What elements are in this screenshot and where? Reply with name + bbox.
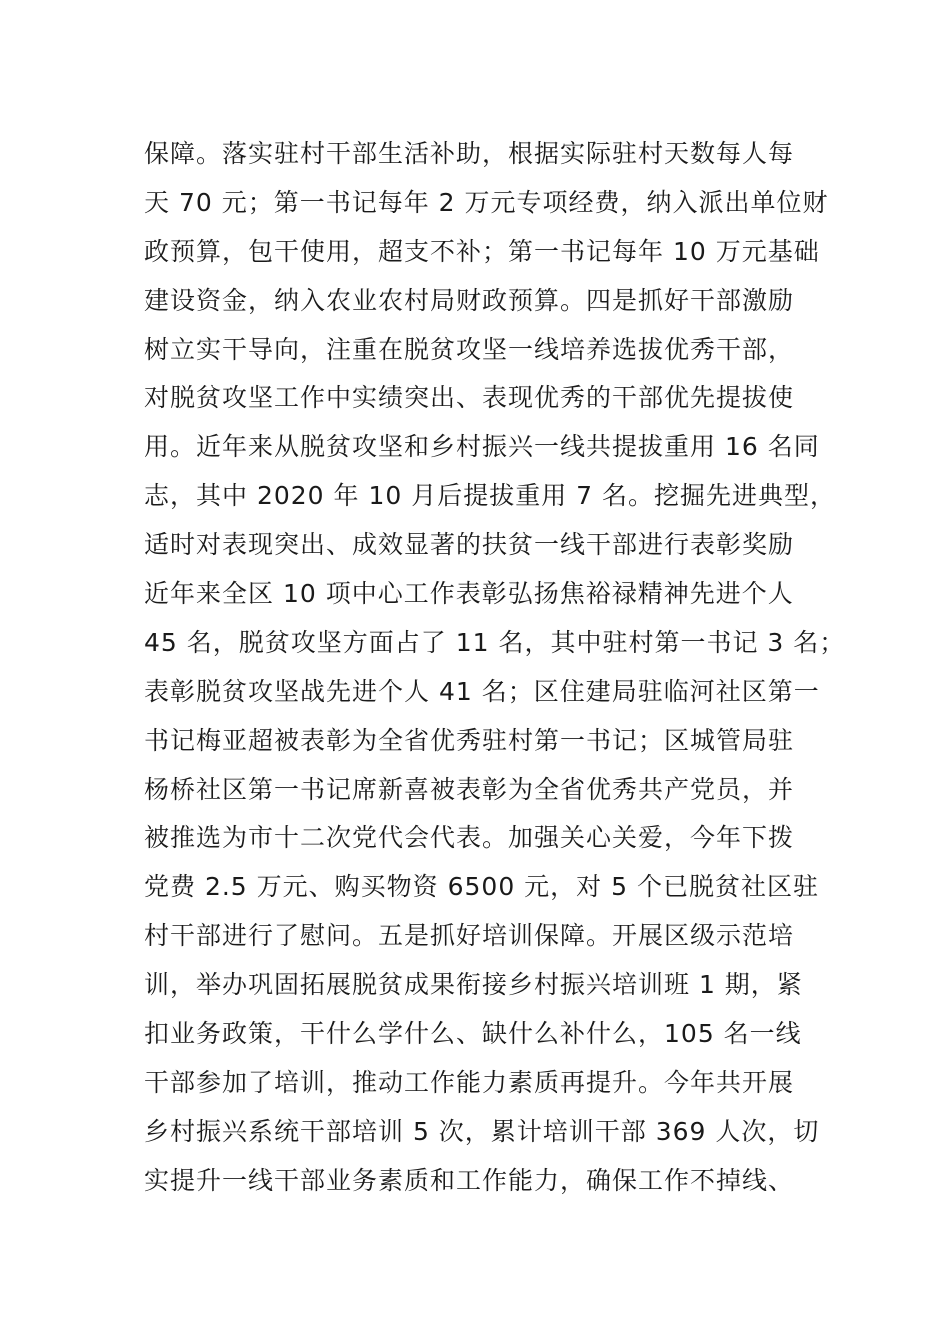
text-line: 用。近年来从脱贫攻坚和乡村振兴一线共提拔重用 16 名同: [144, 432, 820, 462]
text-line: 乡村振兴系统干部培训 5 次，累计培训干部 369 人次，切: [144, 1116, 820, 1146]
text-line: 树立实干导向，注重在脱贫攻坚一线培养选拔优秀干部，: [144, 334, 795, 364]
text-line: 实提升一线干部业务素质和工作能力，确保工作不掉线、: [144, 1165, 795, 1195]
text-line: 被推选为市十二次党代会代表。加强关心关爱，今年下拨: [144, 823, 795, 853]
text-line: 对脱贫攻坚工作中实绩突出、表现优秀的干部优先提拔使: [144, 383, 795, 413]
text-line: 杨桥社区第一书记席新喜被表彰为全省优秀共产党员，并: [144, 774, 795, 804]
text-line: 建设资金，纳入农业农村局财政预算。四是抓好干部激励: [144, 285, 795, 315]
text-line: 干部参加了培训，推动工作能力素质再提升。今年共开展: [144, 1067, 795, 1097]
text-line: 天 70 元；第一书记每年 2 万元专项经费，纳入派出单位财: [144, 187, 829, 217]
text-line: 45 名，脱贫攻坚方面占了 11 名，其中驻村第一书记 3 名；: [144, 627, 846, 657]
text-line: 近年来全区 10 项中心工作表彰弘扬焦裕禄精神先进个人: [144, 579, 794, 609]
text-line: 书记梅亚超被表彰为全省优秀驻村第一书记；区城管局驻: [144, 725, 795, 755]
text-line: 训，举办巩固拓展脱贫成果衔接乡村振兴培训班 1 期，紧: [144, 970, 803, 1000]
text-line: 村干部进行了慰问。五是抓好培训保障。开展区级示范培: [144, 921, 795, 951]
body-text: [144, 130, 846, 1206]
text-line: 保障。落实驻村干部生活补助，根据实际驻村天数每人每: [144, 139, 795, 168]
text-line: 党费 2.5 万元、购买物资 6500 元，对 5 个已脱贫社区驻: [144, 872, 819, 902]
text-line: 适时对表现突出、成效显著的扶贫一线干部进行表彰奖励: [144, 530, 795, 560]
text-line: 政预算，包干使用，超支不补；第一书记每年 10 万元基础: [144, 236, 820, 266]
text-line: 扣业务政策，干什么学什么、缺什么补什么，105 名一线: [144, 1019, 802, 1049]
text-line: 志，其中 2020 年 10 月后提拔重用 7 名。挖掘先进典型，: [144, 481, 837, 511]
text-line: 表彰脱贫攻坚战先进个人 41 名；区住建局驻临河社区第一: [144, 676, 820, 706]
